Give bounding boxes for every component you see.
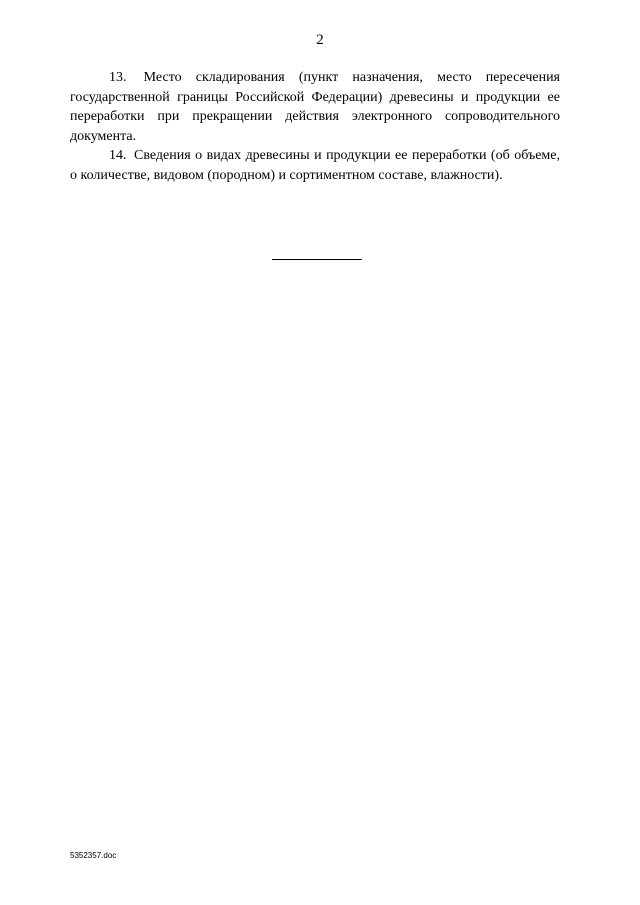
footer-file-name: 5352357.doc [70, 851, 117, 860]
item-text: Сведения о видах древесины и продукции ее переработки (об объеме, о количестве, видовом (породном) и сортиментном составе, влажности). [70, 148, 561, 183]
page-number: 2 [316, 32, 324, 48]
end-divider-line [272, 259, 362, 260]
list-item-13 [70, 68, 560, 146]
list-item-14 [70, 146, 560, 185]
item-number: 13. [109, 70, 127, 85]
item-number: 14. [109, 148, 127, 163]
item-text: Место складирования (пункт назначения, место пересечения государственной границы Российской Федерации) древесины и продукции ее переработки при прекращении действия электронного сопроводительного документа. [70, 70, 561, 144]
document-body [70, 68, 560, 185]
